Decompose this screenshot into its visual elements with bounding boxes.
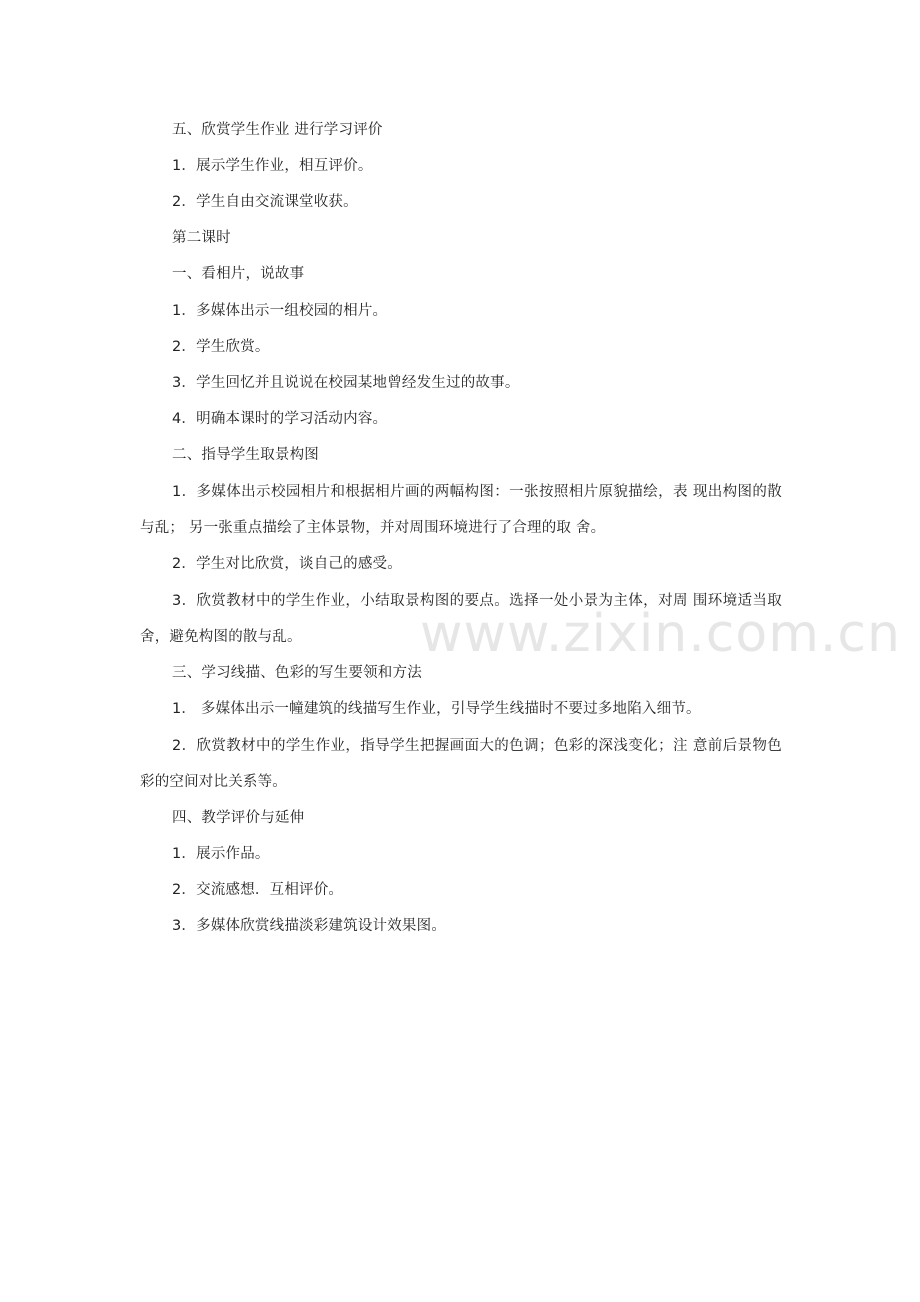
- paragraph: 3．欣赏教材中的学生作业，小结取景构图的要点。选择一处小景为主体，对周 围环境适当取舍，避免构图的散与乱。: [140, 593, 782, 645]
- watermark: www.zixin.com.cn: [420, 604, 901, 664]
- section-heading-3: 三、学习线描、色彩的写生要领和方法: [172, 665, 422, 681]
- list-item: 4．明确本课时的学习活动内容。: [172, 411, 388, 427]
- list-item: 1．展示学生作业，相互评价。: [172, 158, 373, 174]
- paragraph: 2．欣赏教材中的学生作业，指导学生把握画面大的色调；色彩的深浅变化；注 意前后景物色彩的空间对比关系等。: [140, 738, 782, 790]
- list-item: 3．多媒体欣赏线描淡彩建筑设计效果图。: [172, 918, 447, 934]
- list-item: 2．学生欣赏。: [172, 339, 270, 355]
- list-item: 1． 多媒体出示一幢建筑的线描写生作业，引导学生线描时不要过多地陷入细节。: [172, 701, 701, 717]
- list-item: 3．学生回忆并且说说在校园某地曾经发生过的故事。: [172, 375, 520, 391]
- list-item: 2．学生自由交流课堂收获。: [172, 194, 358, 210]
- section-heading-2: 二、指导学生取景构图: [172, 447, 319, 463]
- list-item: 1．多媒体出示一组校园的相片。: [172, 303, 388, 319]
- section-heading-1: 一、看相片，说故事: [172, 266, 305, 282]
- list-item: 2．学生对比欣赏，谈自己的感受。: [172, 556, 402, 572]
- lesson-heading: 第二课时: [172, 230, 231, 246]
- section-heading-5: 五、欣赏学生作业 进行学习评价: [172, 122, 383, 138]
- list-item: 1．展示作品。: [172, 846, 270, 862]
- section-heading-4: 四、教学评价与延伸: [172, 810, 305, 826]
- list-item: 2．交流感想．互相评价。: [172, 882, 344, 898]
- paragraph: 1．多媒体出示校园相片和根据相片画的两幅构图：一张按照相片原貌描绘，表 现出构图的散与乱； 另一张重点描绘了主体景物，并对周围环境进行了合理的取 舍。: [140, 484, 782, 536]
